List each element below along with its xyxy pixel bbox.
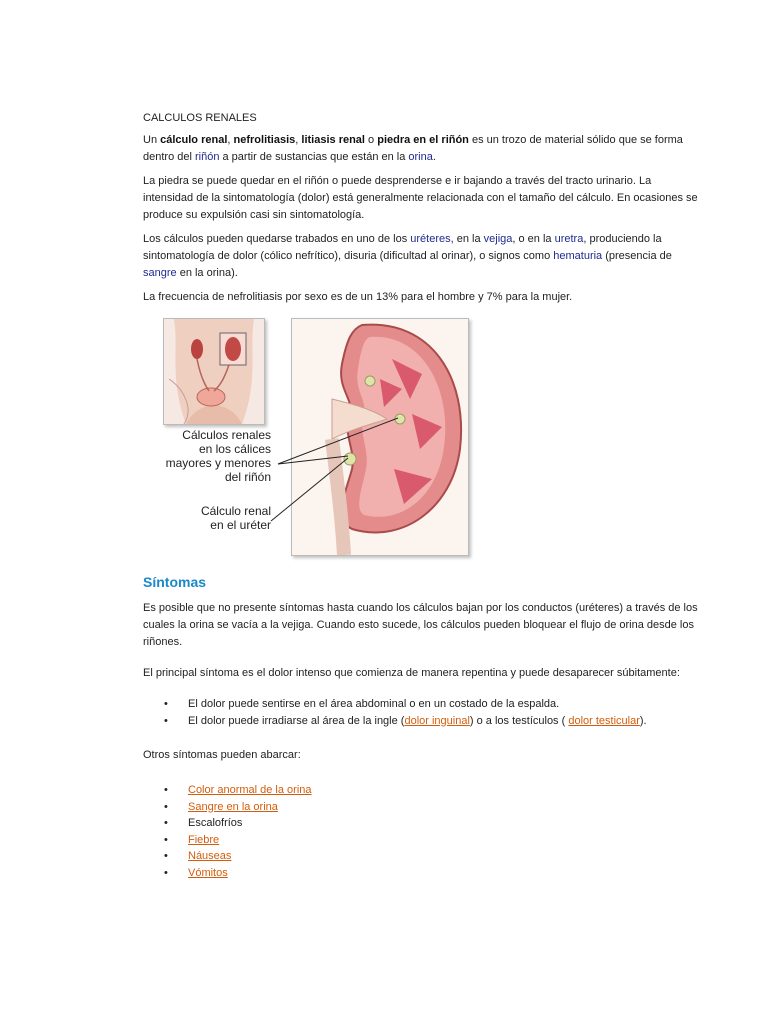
list-text: El dolor puede irradiarse al área de la ingle (: [188, 714, 405, 727]
p3-text: , o en la: [512, 233, 555, 245]
list-item: [188, 782, 703, 799]
document-page: [143, 110, 703, 881]
link-vomitos[interactable]: Vómitos: [188, 866, 228, 879]
intro-text: ,: [227, 134, 234, 146]
link-orina[interactable]: orina: [408, 151, 433, 163]
page-title: CALCULOS RENALES: [143, 112, 257, 124]
p3-text: Los cálculos pueden quedarse trabados en uno de los: [143, 233, 411, 245]
list-text: ) o a los testículos (: [469, 714, 569, 727]
figure-label-ureter: [143, 504, 271, 532]
label-line: Cálculos renales: [182, 428, 271, 442]
link-sangre-orina[interactable]: Sangre en la orina: [188, 800, 278, 813]
paragraph-4: La frecuencia de nefrolitiasis por sexo es de un 13% para el hombre y 7% para la mujer.: [143, 291, 573, 303]
label-line: mayores y menores: [165, 456, 271, 470]
sintomas-paragraph-2: El principal síntoma es el dolor intenso que comienza de manera repentina y puede desaparecer súbitamente:: [143, 667, 680, 679]
link-hematuria[interactable]: hematuria: [553, 250, 603, 262]
intro-text: o: [364, 134, 378, 146]
figure-label-calices: [143, 428, 271, 484]
list-item: [188, 832, 703, 849]
list-item: [188, 713, 703, 730]
list-item: [188, 799, 703, 816]
paragraph-2: La piedra se puede quedar en el riñón o puede desprenderse e ir bajando a través del tracto urinario. La intensidad de la sintomatología (dolor) está generalmente relacionada con el tamaño del cálculo. En ocasiones se produce su expulsión casi sin sintomatología.: [143, 175, 698, 221]
list-item: • Escalofríos: [188, 815, 703, 832]
term-litiasis-renal: litiasis renal: [301, 134, 365, 146]
intro-text: es un trozo de material sólido que se forma dentro del: [143, 134, 683, 163]
kidney-figure: [143, 316, 473, 556]
sintomas-paragraph-1: Es posible que no presente síntomas hasta cuando los cálculos bajan por los conductos (uréteres) a través de los cuales la orina se vacía a la vejiga. Cuando esto sucede, los cálculos pueden bloquear el flujo de orina desde los riñones.: [143, 602, 698, 648]
p3-text: , en la: [450, 233, 484, 245]
intro-text: ,: [295, 134, 302, 146]
intro-text: a partir de sustancias que están en la: [219, 151, 409, 163]
link-rinon[interactable]: riñón: [194, 151, 220, 163]
p3-text: en la orina).: [176, 267, 238, 279]
paragraph-3: [143, 231, 703, 282]
label-line: en los cálices: [198, 442, 271, 456]
label-line: Cálculo renal: [200, 504, 271, 518]
list-item: [188, 865, 703, 882]
intro-paragraph: [143, 132, 703, 166]
link-ureteres[interactable]: uréteres: [410, 233, 451, 245]
list-text: ).: [639, 714, 647, 727]
term-calculo-renal: cálculo renal: [160, 134, 228, 146]
label-line: en el uréter: [210, 518, 271, 532]
link-uretra[interactable]: uretra: [554, 233, 584, 245]
list-item: • El dolor puede sentirse en el área abdominal o en un costado de la espalda.: [188, 696, 703, 713]
intro-text: .: [432, 151, 436, 163]
dolor-list: [143, 696, 703, 729]
p3-text: , produciendo la sintomatología de dolor (cólico nefrítico), disuria (dificultad al orinar), o signos como: [143, 233, 662, 262]
intro-text: Un: [143, 134, 161, 146]
link-vejiga[interactable]: vejiga: [483, 233, 513, 245]
link-nauseas[interactable]: Náuseas: [188, 850, 232, 862]
link-sangre[interactable]: sangre: [143, 267, 177, 279]
link-dolor-inguinal[interactable]: dolor inguinal: [404, 714, 470, 727]
link-fiebre[interactable]: Fiebre: [188, 833, 220, 846]
term-piedra-rinon: piedra en el riñón: [377, 134, 469, 146]
p3-text: (presencia de: [602, 250, 672, 262]
list-item: [188, 848, 703, 865]
otros-sintomas-list: [143, 782, 703, 881]
link-dolor-testicular[interactable]: dolor testicular: [568, 714, 640, 727]
sintomas-paragraph-3: Otros síntomas pueden abarcar:: [143, 749, 301, 761]
section-heading-sintomas: Síntomas: [143, 574, 207, 590]
link-color-anormal[interactable]: Color anormal de la orina: [188, 784, 312, 796]
label-line: del riñón: [224, 470, 271, 484]
term-nefrolitiasis: nefrolitiasis: [233, 134, 296, 146]
